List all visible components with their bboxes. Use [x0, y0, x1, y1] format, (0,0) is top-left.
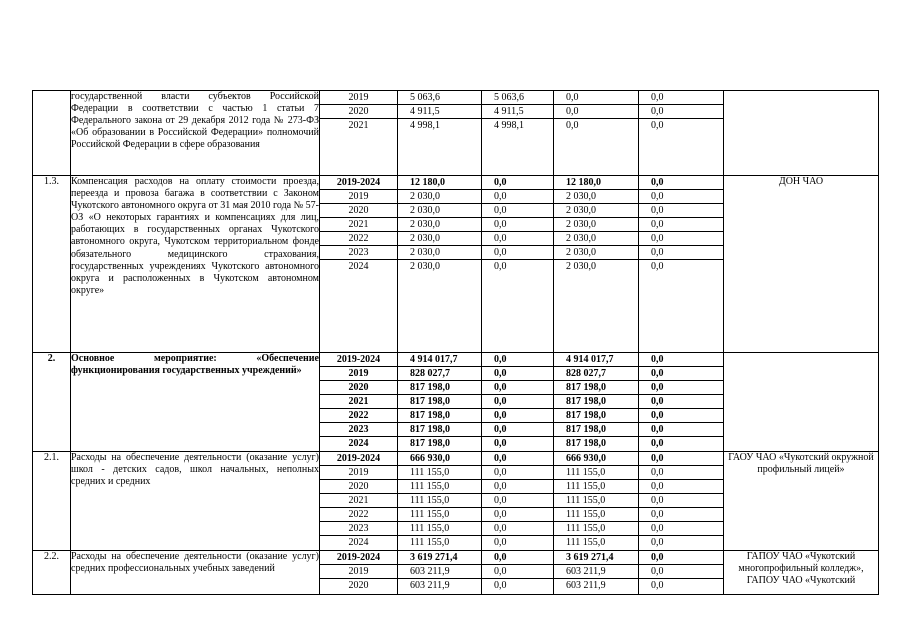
value-line: 828 027,7	[554, 367, 638, 381]
value-line: 0,0	[639, 480, 723, 494]
value-line: 0,0	[639, 522, 723, 536]
value-line: 111 155,0	[554, 480, 638, 494]
value-line: 2020	[320, 480, 397, 494]
value-line: 4 998,1	[410, 120, 440, 131]
value-line: 2019	[320, 367, 397, 381]
value-line: 0,0	[639, 423, 723, 437]
other-cell	[639, 353, 724, 452]
value-line: 2 030,0	[398, 232, 481, 246]
period-cell	[320, 551, 398, 595]
value-line: 4 911,5	[398, 105, 481, 119]
value-line: 0,0	[639, 565, 723, 579]
value-line: 2019	[320, 91, 397, 105]
value-line: 0,0	[639, 176, 723, 190]
okrug-cell	[554, 91, 639, 176]
value-line: 2024	[348, 537, 369, 548]
total-cell	[398, 353, 482, 452]
value-line: 817 198,0	[398, 423, 481, 437]
value-line: 2020	[320, 105, 397, 119]
total-cell	[398, 176, 482, 353]
value-line: 111 155,0	[566, 537, 606, 548]
executor-cell: ГАОУ ЧАО «Чукотский окружной профильный лицей»	[724, 452, 879, 551]
value-line: 817 198,0	[398, 381, 481, 395]
value-line: 0,0	[639, 367, 723, 381]
value-line: 111 155,0	[554, 494, 638, 508]
value-line: 111 155,0	[398, 494, 481, 508]
value-line: 0,0	[482, 494, 553, 508]
okrug-cell	[554, 452, 639, 551]
table-row	[33, 551, 879, 595]
value-line: 817 198,0	[398, 409, 481, 423]
value-line: 111 155,0	[398, 466, 481, 480]
value-line: 817 198,0	[554, 409, 638, 423]
value-line: 2 030,0	[398, 204, 481, 218]
okrug-cell	[554, 353, 639, 452]
value-line: 2 030,0	[554, 246, 638, 260]
value-line: 0,0	[639, 190, 723, 204]
program-table	[32, 90, 879, 595]
value-line: 817 198,0	[410, 438, 450, 449]
value-line: 0,0	[482, 176, 553, 190]
value-line: 0,0	[639, 232, 723, 246]
value-line: 2 030,0	[398, 246, 481, 260]
value-line: 0,0	[494, 261, 507, 272]
value-line: 0,0	[482, 190, 553, 204]
federal-cell	[482, 452, 554, 551]
value-line: 2021	[320, 395, 397, 409]
period-cell	[320, 353, 398, 452]
value-line: 2 030,0	[398, 218, 481, 232]
value-line: 2019-2024	[320, 176, 397, 190]
value-line: 0,0	[639, 246, 723, 260]
value-line: 2019	[320, 565, 397, 579]
value-line: 0,0	[639, 395, 723, 409]
value-line: 0,0	[482, 480, 553, 494]
value-line: 2023	[320, 423, 397, 437]
value-line: 5 063,6	[398, 91, 481, 105]
value-line: 0,0	[554, 105, 638, 119]
value-line: 0,0	[651, 537, 664, 548]
value-line: 2023	[320, 246, 397, 260]
value-line: 0,0	[639, 218, 723, 232]
table-row	[33, 353, 879, 452]
row-title: Расходы на обеспечение деятельности (оказание услуг) средних профессиональных учебных заведений	[71, 551, 320, 595]
value-line: 0,0	[482, 381, 553, 395]
value-line: 111 155,0	[410, 537, 450, 548]
period-cell	[320, 91, 398, 176]
federal-cell	[482, 176, 554, 353]
value-line: 2022	[320, 232, 397, 246]
value-line: 603 211,9	[410, 580, 450, 591]
value-line: 2019	[320, 190, 397, 204]
total-cell	[398, 551, 482, 595]
value-line: 0,0	[639, 508, 723, 522]
value-line: 2022	[320, 508, 397, 522]
total-cell	[398, 452, 482, 551]
value-line: 111 155,0	[398, 508, 481, 522]
row-title: Компенсация расходов на оплату стоимости проезда, переезда и провоза багажа в соответствии с Законом Чукотского автономного округа от 31 мая 2010 года № 57-ОЗ «О некоторых гарантиях и компенсациях для лиц, работающих в государственных органах Чукотского автономного округа, Чукотском территориальном фонде обязательного медицинского страхования, государственных учреждениях Чукотского автономного округа и расположенных в Чукотском автономном округе»	[71, 176, 320, 353]
value-line: 603 211,9	[566, 580, 606, 591]
row-title: государственной власти субъектов Российской Федерации в соответствии с частью 1 статьи 7 Федерального закона от 29 декабря 2012 года № 273-ФЗ «Об образовании в Российской Федерации» полномочий Российской Федерации в сфере образования	[71, 91, 320, 176]
table-row	[33, 176, 879, 353]
value-line: 2 030,0	[554, 204, 638, 218]
value-line: 817 198,0	[554, 381, 638, 395]
value-line: 0,0	[482, 395, 553, 409]
value-line: 0,0	[482, 218, 553, 232]
value-line: 0,0	[651, 580, 664, 591]
executor-cell: ГАПОУ ЧАО «Чукотский многопрофильный колледж», ГАПОУ ЧАО «Чукотский	[724, 551, 879, 595]
value-line: 4 911,5	[482, 105, 553, 119]
value-line: 2024	[348, 261, 369, 272]
value-line: 2020	[348, 580, 369, 591]
executor-cell	[724, 91, 879, 176]
value-line: 2020	[320, 381, 397, 395]
table-row	[33, 91, 879, 176]
period-cell	[320, 452, 398, 551]
value-line: 0,0	[566, 120, 579, 131]
row-title: Основное мероприятие: «Обеспечение функционирования государственных учреждений»	[71, 353, 320, 452]
value-line: 111 155,0	[554, 522, 638, 536]
value-line: 5 063,6	[482, 91, 553, 105]
row-number: 2.	[33, 353, 71, 452]
value-line: 2 030,0	[398, 190, 481, 204]
value-line: 2023	[320, 522, 397, 536]
row-number	[33, 91, 71, 176]
value-line: 2 030,0	[554, 190, 638, 204]
value-line: 2 030,0	[554, 218, 638, 232]
value-line: 0,0	[639, 105, 723, 119]
value-line: 2019-2024	[320, 452, 397, 466]
value-line: 0,0	[482, 522, 553, 536]
value-line: 0,0	[482, 409, 553, 423]
value-line: 0,0	[651, 120, 664, 131]
value-line: 817 198,0	[554, 395, 638, 409]
value-line: 2 030,0	[554, 232, 638, 246]
table-row	[33, 452, 879, 551]
row-number: 1.3.	[33, 176, 71, 353]
value-line: 0,0	[482, 452, 553, 466]
value-line: 0,0	[482, 353, 553, 367]
value-line: 4 914 017,7	[398, 353, 481, 367]
value-line: 0,0	[482, 466, 553, 480]
value-line: 0,0	[639, 381, 723, 395]
value-line: 0,0	[494, 580, 507, 591]
value-line: 2022	[320, 409, 397, 423]
value-line: 0,0	[639, 409, 723, 423]
value-line: 111 155,0	[554, 508, 638, 522]
value-line: 2019	[320, 466, 397, 480]
value-line: 828 027,7	[398, 367, 481, 381]
federal-cell	[482, 91, 554, 176]
value-line: 0,0	[494, 438, 507, 449]
okrug-cell	[554, 551, 639, 595]
executor-cell: ДОН ЧАО	[724, 176, 879, 353]
value-line: 0,0	[639, 494, 723, 508]
value-line: 0,0	[639, 204, 723, 218]
value-line: 3 619 271,4	[554, 551, 638, 565]
value-line: 111 155,0	[398, 480, 481, 494]
value-line: 2 030,0	[410, 261, 440, 272]
value-line: 0,0	[639, 466, 723, 480]
value-line: 12 180,0	[398, 176, 481, 190]
federal-cell	[482, 353, 554, 452]
value-line: 2021	[348, 120, 369, 131]
value-line: 0,0	[482, 232, 553, 246]
value-line: 666 930,0	[554, 452, 638, 466]
value-line: 2024	[348, 438, 369, 449]
period-cell	[320, 176, 398, 353]
value-line: 0,0	[482, 565, 553, 579]
value-line: 111 155,0	[398, 522, 481, 536]
value-line: 2019-2024	[320, 353, 397, 367]
value-line: 0,0	[651, 438, 664, 449]
value-line: 0,0	[639, 91, 723, 105]
value-line: 2020	[320, 204, 397, 218]
row-title: Расходы на обеспечение деятельности (оказание услуг) школ - детских садов, школ начальных, неполных средних и средних	[71, 452, 320, 551]
value-line: 817 198,0	[554, 423, 638, 437]
other-cell	[639, 176, 724, 353]
value-line: 666 930,0	[398, 452, 481, 466]
value-line: 0,0	[482, 551, 553, 565]
row-number: 2.2.	[33, 551, 71, 595]
value-line: 12 180,0	[554, 176, 638, 190]
value-line: 0,0	[482, 367, 553, 381]
value-line: 2019-2024	[320, 551, 397, 565]
value-line: 0,0	[554, 91, 638, 105]
value-line: 2021	[320, 494, 397, 508]
value-line: 0,0	[482, 508, 553, 522]
value-line: 0,0	[482, 246, 553, 260]
value-line: 0,0	[639, 452, 723, 466]
other-cell	[639, 452, 724, 551]
other-cell	[639, 551, 724, 595]
value-line: 2021	[320, 218, 397, 232]
federal-cell	[482, 551, 554, 595]
okrug-cell	[554, 176, 639, 353]
value-line: 3 619 271,4	[398, 551, 481, 565]
row-number: 2.1.	[33, 452, 71, 551]
executor-cell	[724, 353, 879, 452]
value-line: 603 211,9	[398, 565, 481, 579]
value-line: 4 914 017,7	[554, 353, 638, 367]
value-line: 0,0	[482, 204, 553, 218]
other-cell	[639, 91, 724, 176]
value-line: 817 198,0	[566, 438, 606, 449]
value-line: 2 030,0	[566, 261, 596, 272]
value-line: 4 998,1	[494, 120, 524, 131]
value-line: 0,0	[482, 423, 553, 437]
value-line: 603 211,9	[554, 565, 638, 579]
value-line: 0,0	[494, 537, 507, 548]
total-cell	[398, 91, 482, 176]
value-line: 0,0	[639, 551, 723, 565]
value-line: 0,0	[651, 261, 664, 272]
value-line: 817 198,0	[398, 395, 481, 409]
value-line: 111 155,0	[554, 466, 638, 480]
value-line: 0,0	[639, 353, 723, 367]
